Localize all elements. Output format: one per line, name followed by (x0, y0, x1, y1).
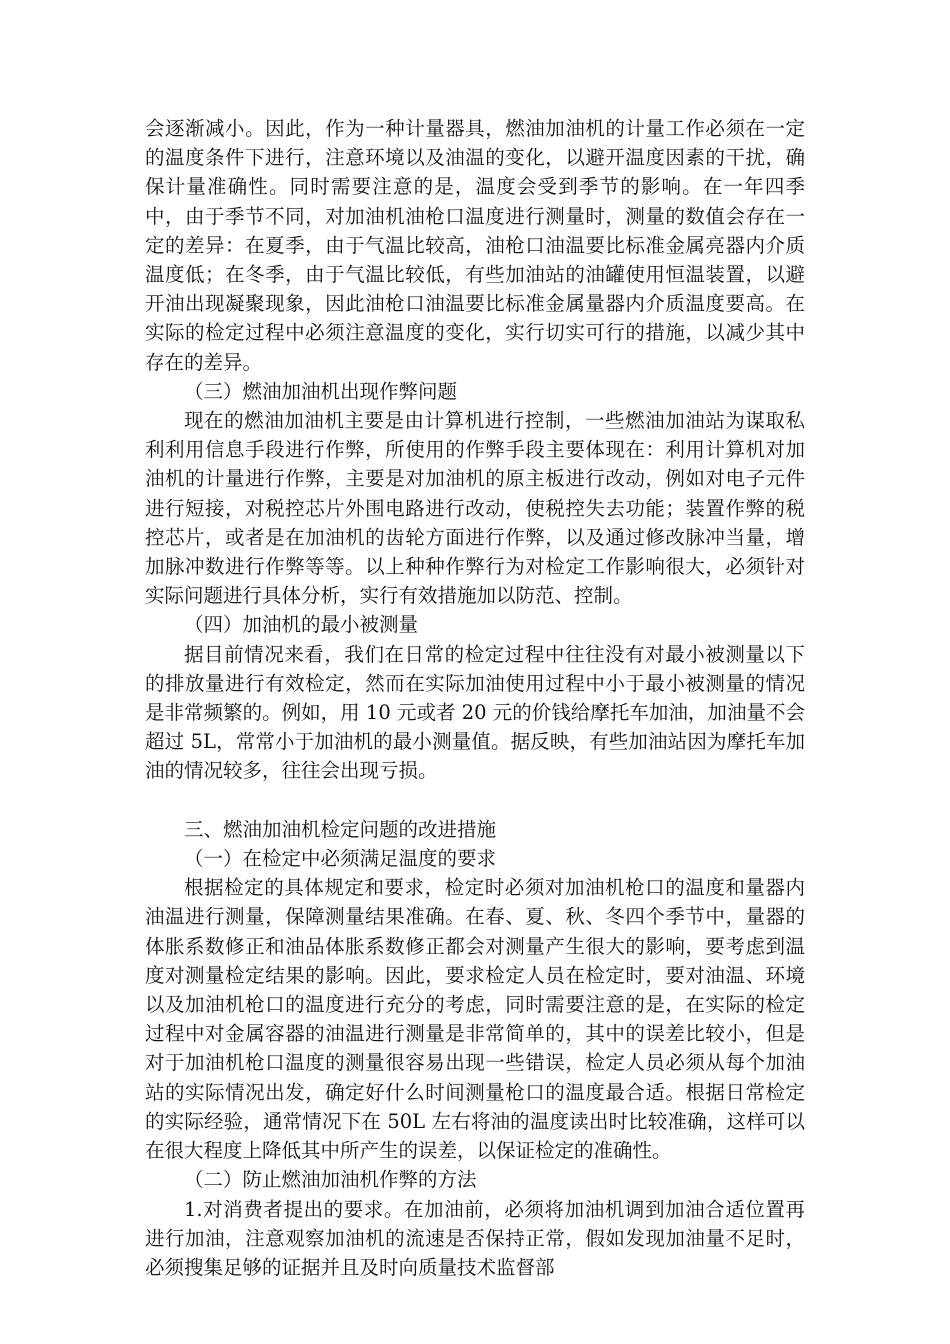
heading-temperature-requirements: （一）在检定中必须满足温度的要求 (184, 847, 497, 871)
paragraph-consumer-requirements: 1.对消费者提出的要求。在加油前，必须将加油机调到加油合适位置再进行加油，注意观察加油机的流速是否保持正常，假如发现加油量不足时，必须搜集足够的证据并且及时向质量技术监督部 (145, 1197, 805, 1279)
paragraph-temperature-requirements: 根据检定的具体规定和要求，检定时必须对加油机枪口的温度和量器内油温进行测量，保障测量结果准确。在春、夏、秋、冬四个季节中，量器的体胀系数修正和油品体胀系数修正都会对测量产生很大的影响，要考虑到温度对测量检定结果的影响。因此，要求检定人员在检定时，要对油温、环境以及加油机枪口的温度进行充分的考虑，同时需要注意的是，在实际的检定过程中对金属容器的油温进行测量是非常简单的，其中的误差比较小，但是对于加油机枪口温度的测量很容易出现一些错误，检定人员必须从每个加油站的实际情况出发，确定好什么时间测量枪口的温度最合适。根据日常检定的实际经验，通常情况下在 50L 左右将油的温度读出时比较准确，这样可以在很大程度上降低其中所产生的误差，以保证检定的准确性。 (145, 876, 805, 1163)
paragraph-cheating-methods: 现在的燃油加油机主要是由计算机进行控制，一些燃油加油站为谋取私利利用信息手段进行作弊，所使用的作弊手段主要体现在：利用计算机对加油机的计量进行作弊，主要是对加油机的原主板进行改动，例如对电子元件进行短接，对税控芯片外围电路进行改动，使税控失去功能；装置作弊的税控芯片，或者是在加油机的齿轮方面进行作弊，以及通过修改脉冲当量，增加脉冲数进行作弊等等。以上种种作弊行为对检定工作影响很大，必须针对实际问题进行具体分析，实行有效措施加以防范、控制。 (145, 409, 805, 608)
heading-prevent-cheating: （二）防止燃油加油机作弊的方法 (184, 1168, 477, 1192)
paragraph-minimum-measured-quantity: 据目前情况来看，我们在日常的检定过程中往往没有对最小被测量以下的排放量进行有效检定，然而在实际加油使用过程中小于最小被测量的情况是非常频繁的。例如，用 10 元或者 20 元的价钱给摩托车加油，加油量不会超过 5L，常常小于加油机的最小测量值。据反映，有些加油站因为摩托车加油的情况较多，往往会出现亏损。 (145, 642, 805, 783)
document-body (145, 114, 805, 1282)
heading-section-improvement-measures: 三、燃油加油机检定问题的改进措施 (184, 817, 497, 841)
heading-cheating-problem: （三）燃油加油机出现作弊问题 (184, 379, 458, 403)
heading-minimum-measured-quantity: （四）加油机的最小被测量 (184, 613, 419, 637)
paragraph-temperature-effects: 会逐渐减小。因此，作为一种计量器具，燃油加油机的计量工作必须在一定的温度条件下进行，注意环境以及油温的变化，以避开温度因素的干扰，确保计量准确性。同时需要注意的是，温度会受到季节的影响。在一年四季中，由于季节不同，对加油机油枪口温度进行测量时，测量的数值会存在一定的差异：在夏季，由于气温比较高，油枪口油温要比标准金属亮器内介质温度低；在冬季，由于气温比较低，有些加油站的油罐使用恒温装置，以避开油出现凝聚现象，因此油枪口油温要比标准金属量器内介质温度要高。在实际的检定过程中必须注意温度的变化，实行切实可行的措施，以减少其中存在的差异。 (145, 117, 805, 374)
paragraph-spacer (145, 786, 805, 815)
